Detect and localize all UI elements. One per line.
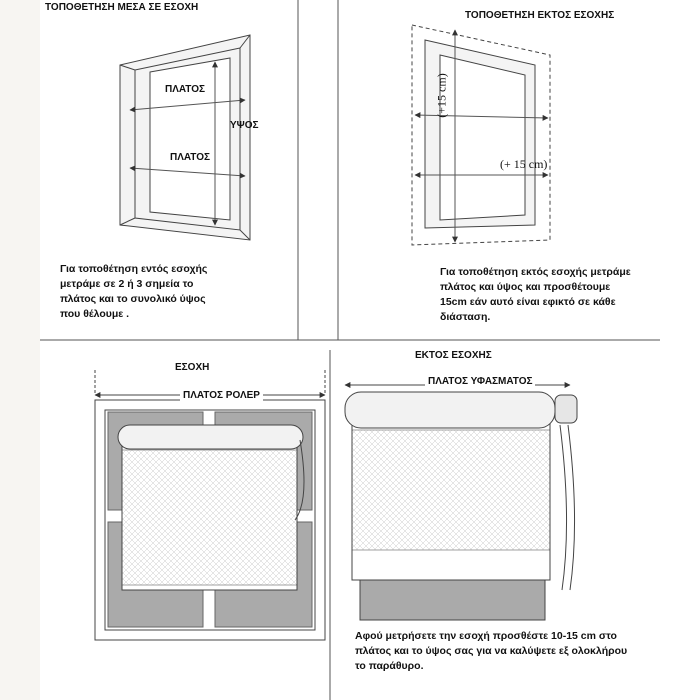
roller-outside-recess: [345, 385, 577, 620]
outside-roller-note: Αφού μετρήσετε την εσοχή προσθέστε 10-15 cm στο πλάτος και το ύψος σας για να καλύψετε εξ ολοκλήρου το παράθυρο.: [355, 630, 628, 672]
outside-roller-title: ΕΚΤΟΣ ΕΣΟΧΗΣ: [415, 350, 492, 361]
width-add-label: (+ 15 cm): [500, 157, 548, 171]
roller-in-recess: [95, 370, 325, 640]
outside-recess-note: Για τοποθέτηση εκτός εσοχής μετράμε πλάτος και ύψος και προσθέτουμε 15cm εάν αυτό είναι εφικτό σε κάθε διάσταση.: [440, 266, 631, 323]
inside-recess-note: Για τοποθέτηση εντός εσοχής μετράμε σε 2 ή 3 σημεία το πλάτος και το συνολικό ύψος που θέλουμε .: [60, 263, 208, 320]
inside-recess-title: ΤΟΠΟΘΕΤΗΣΗ ΜΕΣΑ ΣΕ ΕΣΟΧΗ: [45, 2, 199, 13]
height-label: ΥΨΟΣ: [230, 120, 259, 131]
height-add-label: (+15 cm): [434, 73, 449, 118]
width-label-bottom: ΠΛΑΤΟΣ: [170, 152, 210, 163]
width-label-top: ΠΛΑΤΟΣ: [165, 84, 205, 95]
roller-width-label: ΠΛΑΤΟΣ ΡΟΛΕΡ: [180, 390, 263, 401]
inside-recess-window: [120, 35, 250, 240]
recess-roller-title: ΕΣΟΧΗ: [175, 362, 210, 373]
fabric-width-label: ΠΛΑΤΟΣ ΥΦΑΣΜΑΤΟΣ: [425, 376, 535, 387]
outside-recess-window: [412, 25, 550, 245]
outside-recess-title: ΤΟΠΟΘΕΤΗΣΗ ΕΚΤΟΣ ΕΣΟΧΗΣ: [465, 10, 615, 21]
